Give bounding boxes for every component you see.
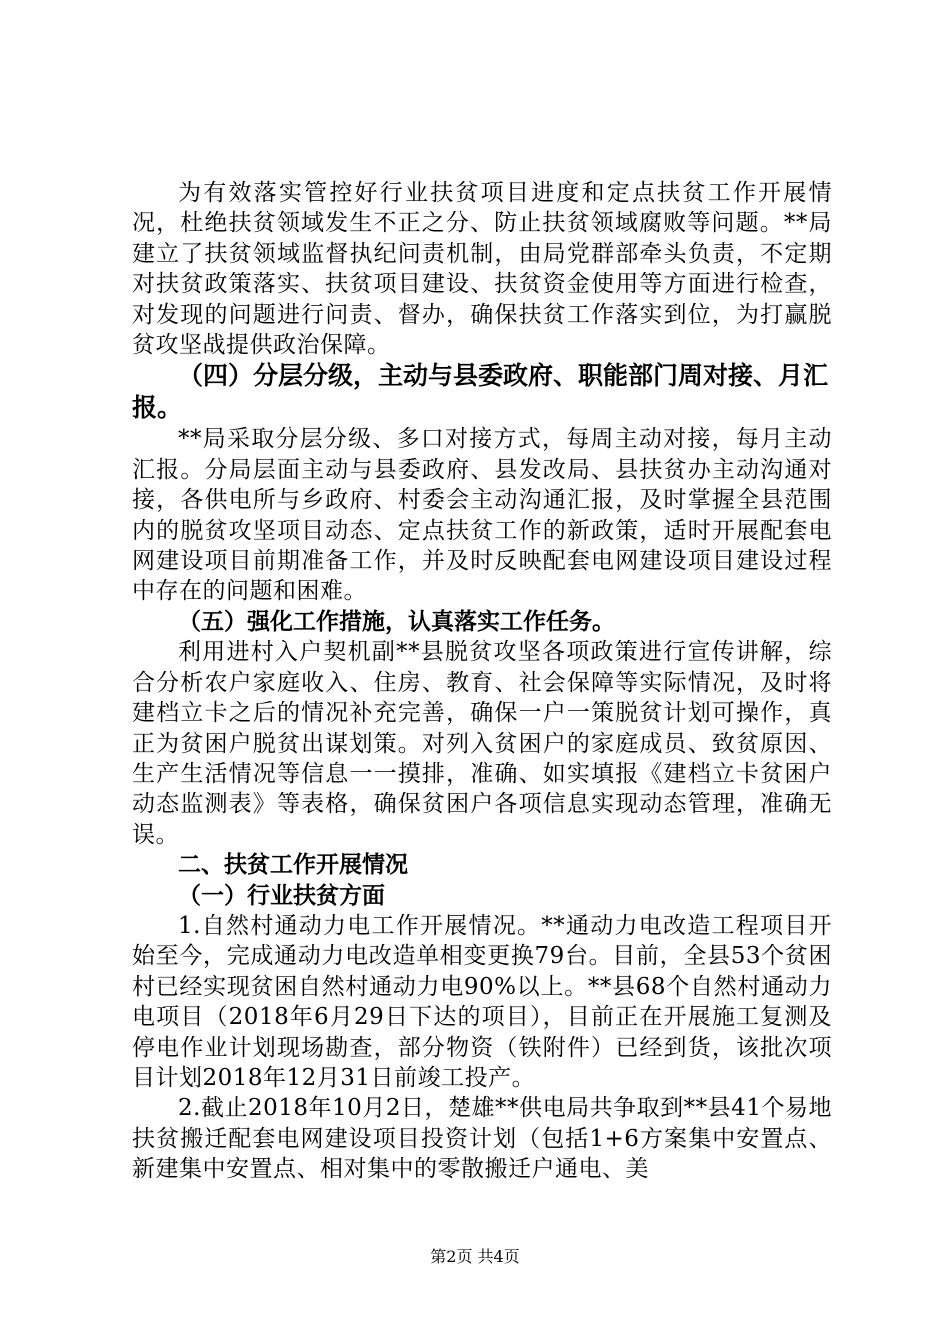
page-footer: 第2页 共4页	[430, 1247, 520, 1266]
paragraph-measures: 利用进村入户契机副**县脱贫攻坚各项政策进行宣传讲解，综合分析农户家庭收入、住房、教育、社会保障等实际情况，及时将建档立卡之后的情况补充完善，确保一户一策脱贫计划可操作，真正为贫困户脱贫出谋划策。对列入贫困户的家庭成员、致贫原因、生产生活情况等信息一一摸排，准确、如实填报《建档立卡贫困户动态监测表》等表格，确保贫困户各项信息实现动态管理，准确无误。	[132, 639, 832, 848]
paragraph-oversight: 为有效落实管控好行业扶贫项目进度和定点扶贫工作开展情况，杜绝扶贫领域发生不正之分、防止扶贫领域腐败等问题。**局建立了扶贫领域监督执纪问责机制，由局党群部牵头负责，不定期对扶贫政策落实、扶贫项目建设、扶贫资金使用等方面进行检查，对发现的问题进行问责、督办，确保扶贫工作落实到位，为打赢脱贫攻坚战提供政治保障。	[132, 180, 832, 359]
heading-subsection-1: （一）行业扶贫方面	[178, 882, 385, 909]
heading-section-4: （四）分层分级，主动与县委政府、职能部门周对接、月汇报。	[132, 361, 829, 423]
paragraph-coordination: **局采取分层分级、多口对接方式，每周主动对接，每月主动汇报。分局层面主动与县委政府、县发改局、县扶贫办主动沟通对接，各供电所与乡政府、村委会主动沟通汇报，及时掌握全县范围内的脱贫攻坚项目动态、定点扶贫工作的新政策，适时开展配套电网建设项目前期准备工作，并及时反映配套电网建设项目建设过程中存在的问题和困难。	[132, 426, 832, 605]
heading-section-5: （五）强化工作措施，认真落实工作任务。	[178, 608, 615, 635]
paragraph-power-projects: 1.自然村通动力电工作开展情况。**通动力电改造工程项目开始至今，完成通动力电改造单相变更换79台。目前，全县53个贫困村已经实现贫困自然村通动力电90%以上。**县68个自然村通动力电项目（2018年6月29日下达的项目），目前正在开展施工复测及停电作业计划现场勘查，部分物资（铁附件）已经到货，该批次项目计划2018年12月31日前竣工投产。	[132, 912, 832, 1091]
paragraph-relocation: 2.截止2018年10月2日，楚雄**供电局共争取到**县41个易地扶贫搬迁配套电网建设项目投资计划（包括1+6方案集中安置点、新建集中安置点、相对集中的零散搬迁户通电、美	[132, 1095, 832, 1183]
document-body	[132, 178, 832, 1185]
heading-part-2: 二、扶贫工作开展情况	[178, 852, 408, 879]
